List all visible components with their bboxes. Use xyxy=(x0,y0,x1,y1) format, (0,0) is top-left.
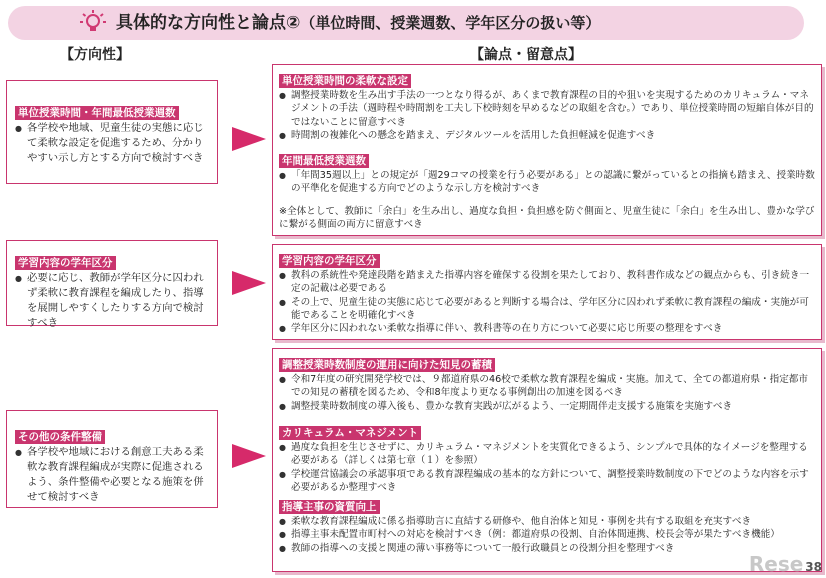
list-item: ● 柔軟な教育課程編成に係る指導助言に直結する研修や、他自治体と知見・事例を共有する取組を充実すべき xyxy=(279,515,815,528)
left-column-heading: 【方向性】 xyxy=(60,47,130,63)
page-number: 38 xyxy=(805,560,822,574)
direction-label: その他の条件整備 xyxy=(15,430,105,444)
list-item: ● 教師の指導への支援と関連の薄い事務等について一般行政職員との役割分担を整理すべき xyxy=(279,542,815,555)
direction-label: 単位授業時間・年間最低授業週数 xyxy=(15,106,179,120)
lightbulb-icon xyxy=(80,10,106,36)
list-item: ● 時間割の複雑化への懸念を踏まえ、デジタルツールを活用した負担軽減を促進すべき xyxy=(279,129,815,142)
list-item: ● 調整授業時数を生み出す手法の一つとなり得るが、あくまで教育課程の目的や狙いを実現するためのカリキュラム・マネジメントの手法（週時程や時間割を工夫し下校時刻を早めるなどの取組を含む。）であり、単位授業時間の短縮自体が目的ではないことに留意すべき xyxy=(279,89,815,129)
list-item: ● 学年区分に囚われない柔軟な指導に伴い、教科書等の在り方について必要に応じ所要の整理をすべき xyxy=(279,322,815,335)
issues-box-conditions xyxy=(272,348,822,572)
direction-label: 学習内容の学年区分 xyxy=(15,256,116,270)
list-item: ● 過度な負担を生じさせずに、カリキュラム・マネジメントを実質化できるよう、シンプルで具体的なイメージを整理する必要がある（詳しくは第七章（１）を参照） xyxy=(279,441,815,468)
issue-label: カリキュラム・マネジメント xyxy=(279,426,421,440)
arrow-right-icon xyxy=(232,444,266,468)
right-column-heading: 【論点・留意点】 xyxy=(470,47,582,63)
list-item: ● 各学校や地域における創意工夫ある柔軟な教育課程編成が実際に促進されるよう、条件整備や必要となる施策を併せて検討すべき xyxy=(15,445,209,505)
list-item: ● 令和7年度の研究開発学校では、９都道府県の46校で柔軟な教育課程を編成・実施。加えて、全ての都道府県・指定都市での知見の蓄積を図るため、令和8年度より更なる事例創出の加速を図るべき xyxy=(279,373,815,400)
list-item: ● 調整授業時数制度の導入後も、豊かな教育実践が広がるよう、一定期間伴走支援する施策を実施すべき xyxy=(279,400,815,413)
direction-box-grade-division xyxy=(6,240,218,329)
arrow-right-icon xyxy=(232,127,266,151)
list-item: ● 学校運営協議会の承認事項である教育課程編成の基本的な方針について、調整授業時数制度の下でどのような内容を示す必要があるか整理すべき xyxy=(279,468,815,495)
issue-label: 年間最低授業週数 xyxy=(279,154,369,168)
list-item: ● 教科の系統性や発達段階を踏まえた指導内容を確保する役割を果たしており、教科書作成などの観点からも、引き続き一定の記載は必要である xyxy=(279,269,815,296)
issue-label: 調整授業時数制度の運用に向けた知見の蓄積 xyxy=(279,358,495,372)
list-item: ● 必要に応じ、教師が学年区分に囚われず柔軟に教育課程を編成したり、指導を展開しやすくしたりする方向で検討すべき xyxy=(15,271,209,331)
watermark-logo: Rese 38 xyxy=(748,552,822,576)
arrow-right-icon xyxy=(232,271,266,295)
list-item: ● その上で、児童生徒の実態に応じて必要があると判断する場合は、学年区分に囚われず柔軟に教育課程の編成・実施が可能であることを明確化すべき xyxy=(279,296,815,323)
direction-box-unit-time xyxy=(6,80,218,184)
list-item: ● 「年間35週以上」との規定が「週29コマの授業を行う必要がある」との認識に繋がっているとの指摘も踏まえ、授業時数の平準化を促進する方向でどのような示し方を検討すべき xyxy=(279,169,815,196)
issues-box-unit-time xyxy=(272,64,822,236)
page-title: 具体的な方向性と論点②（単位時間、授業週数、学年区分の扱い等） xyxy=(116,13,601,33)
list-item: ● 各学校や地域、児童生徒の実態に応じて柔軟な設定を促進するため、分かりやすい示し方とする方向で検討すべき xyxy=(15,121,209,166)
issue-label: 指導主事の資質向上 xyxy=(279,500,380,514)
direction-box-conditions xyxy=(6,410,218,508)
issue-label: 学習内容の学年区分 xyxy=(279,254,380,268)
note-text: ※全体として、教師に「余白」を生み出し、過度な負担・負担感を防ぐ側面と、児童生徒に「余白」を生み出し、豊かな学びに繋がる側面の両方に留意すべき xyxy=(279,206,815,231)
list-item: ● 指導主事未配置市町村への対応を検討すべき（例：都道府県の役割、自治体間連携、校長会等が果たすべき機能） xyxy=(279,528,815,541)
title-banner xyxy=(8,6,804,40)
issues-box-grade-division xyxy=(272,244,822,340)
issue-label: 単位授業時間の柔軟な設定 xyxy=(279,74,411,88)
